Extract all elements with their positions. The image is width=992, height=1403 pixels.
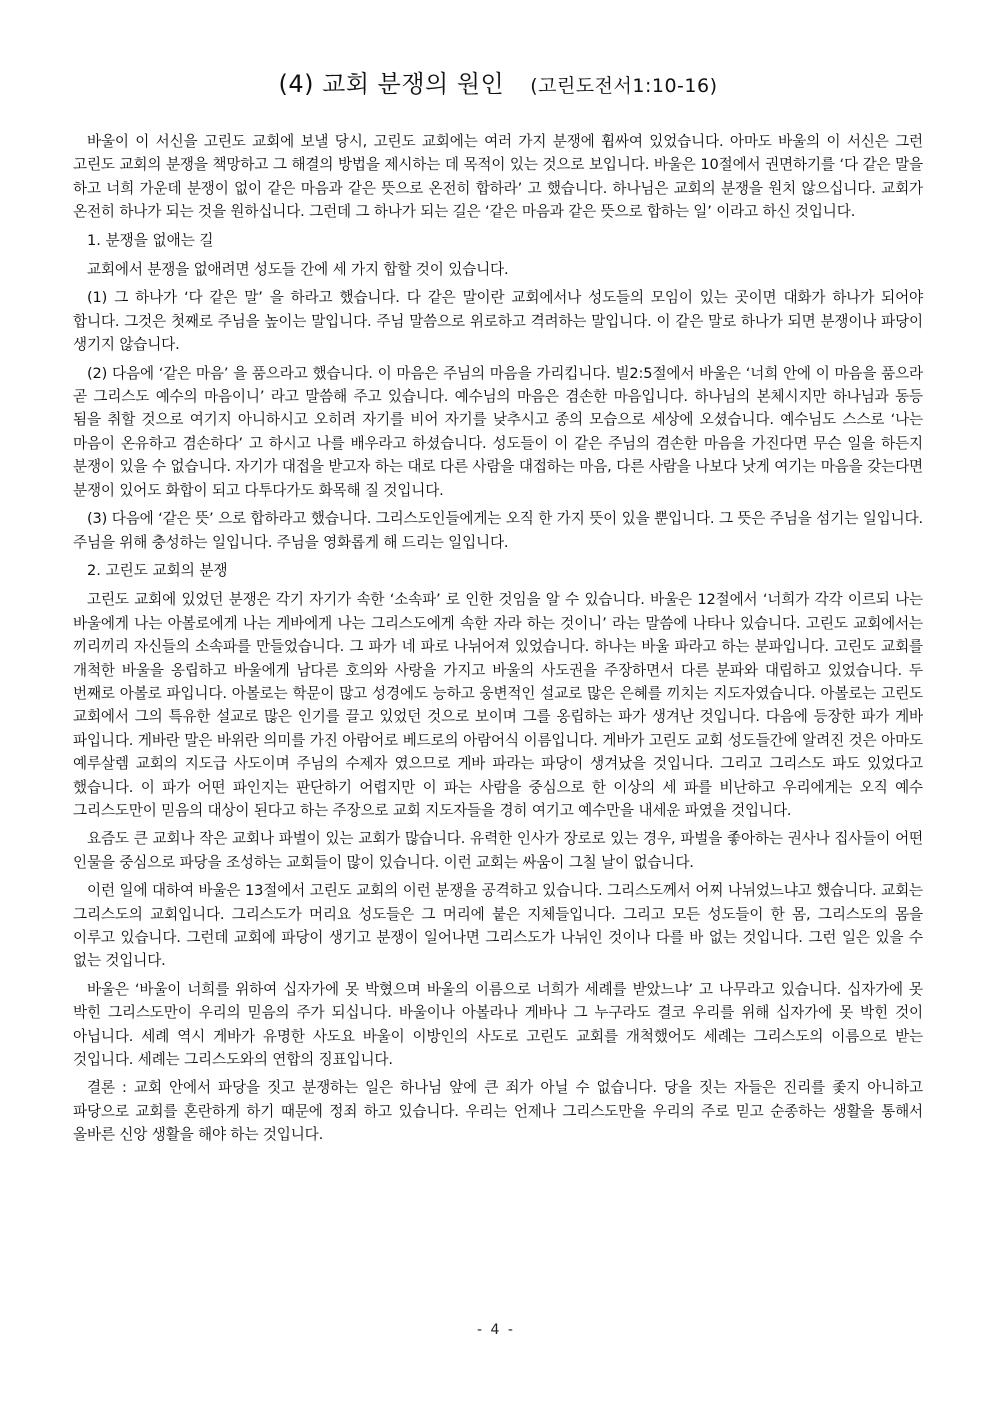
section-2-paragraph-3: 이런 일에 대하여 바울은 13절에서 고린도 교회의 이런 분쟁을 공격하고 있습니다. 그리스도께서 어찌 나뉘었느냐고 했습니다. 교회는 그리스도의 교회입니다. 그리스도가 머리요 성도들은 그 머리에 붙은 지체들입니다. 그리고 모든 성도들이 한 몸, 그리스도의 몸을 이루고 있습니다. 그런데 교회에 파당이 생기고 분쟁이 일어나면 그리스도가 나뉘인 것이나 다를 바 없는 것입니다. 그런 일은 있을 수 없는 것입니다. xyxy=(73,882,923,970)
section-1-heading: 1. 분쟁을 없애는 길 xyxy=(87,231,214,249)
section-2-heading: 2. 고린도 교회의 분쟁 xyxy=(87,561,228,579)
section-1-lead: 교회에서 분쟁을 없애려면 성도들 간에 세 가지 합할 것이 있습니다. xyxy=(87,261,509,279)
title-row xyxy=(73,64,923,112)
page-title: (4) 교회 분쟁의 원인 xyxy=(278,70,505,98)
section-1-point-2: (2) 다음에 ‘같은 마음’ 을 품으라고 했습니다. 이 마음은 주님의 마음을 가리킵니다. 빌2:5절에서 바울은 ‘너희 안에 이 마음을 품으라 곧 그리스도 예수의 마음이니’ 라고 말씀해 주고 있습니다. 예수님의 마음은 겸손한 마음입니다. 하나님의 본체시지만 하나님과 동등 됨을 취할 것으로 여기지 아니하시고 오히려 자기를 비어 자기를 낮추시고 종의 모습으로 세상에 오셨습니다. 예수님도 스스로 ‘나는 마음이 온유하고 겸손하다’ 고 하시고 나를 배우라고 하셨습니다. 성도들이 이 같은 주님의 겸손한 마음을 가진다면 무슨 일을 하든지 분쟁이 있을 수 없습니다. 자기가 대접을 받고자 하는 대로 다른 사람을 대접하는 마음, 다른 사람을 나보다 낫게 여기는 마음을 갖는다면 분쟁이 있어도 화합이 되고 다투다가도 화목해 질 것입니다. xyxy=(73,364,923,499)
scripture-reference: (고린도전서1:10-16) xyxy=(530,75,718,97)
intro-paragraph: 바울이 이 서신을 고린도 교회에 보낼 당시, 고린도 교회에는 여러 가지 분쟁에 휩싸여 있었습니다. 아마도 바울의 이 서신은 그런 고린도 교회의 분쟁을 책망하고 그 해결의 방법을 제시하는 데 목적이 있는 것으로 보입니다. 바울은 10절에서 권면하기를 ‘다 같은 말을 하고 너희 가운데 분쟁이 없이 같은 마음과 같은 뜻으로 온전히 합하라’ 고 했습니다. 하나님은 교회의 분쟁을 원치 않으십니다. 교회가 온전히 하나가 되는 것을 원하십니다. 그런데 그 하나가 되는 길은 ‘같은 마음과 같은 뜻으로 합하는 일’ 이라고 하신 것입니다. xyxy=(73,133,923,221)
section-1-point-1: (1) 그 하나가 ‘다 같은 말’ 을 하라고 했습니다. 다 같은 말이란 교회에서나 성도들의 모임이 있는 곳이면 대화가 하나가 되어야 합니다. 그것은 첫째로 주님을 높이는 말입니다. 주님 말씀으로 위로하고 격려하는 말입니다. 이 같은 말로 하나가 되면 분쟁이나 파당이 생기지 않습니다. xyxy=(73,289,923,354)
conclusion-paragraph: 결론 : 교회 안에서 파당을 짓고 분쟁하는 일은 하나님 앞에 큰 죄가 아닐 수 없습니다. 당을 짓는 자들은 진리를 좇지 아니하고 파당으로 교회를 혼란하게 하기 때문에 정죄 하고 있습니다. 우리는 언제나 그리스도만을 우리의 주로 믿고 순종하는 생활을 통해서 올바른 신앙 생활을 해야 하는 것입니다. xyxy=(73,1079,923,1144)
page-number: - 4 - xyxy=(477,1322,515,1338)
section-2-paragraph-2: 요즘도 큰 교회나 작은 교회나 파벌이 있는 교회가 많습니다. 유력한 인사가 장로로 있는 경우, 파벌을 좋아하는 권사나 집사들이 어떤 인물을 중심으로 파당을 조성하는 교회들이 많이 있습니다. 이런 교회는 싸움이 그칠 날이 없습니다. xyxy=(73,830,923,871)
section-2-paragraph-1: 고린도 교회에 있었던 분쟁은 각기 자기가 속한 ‘소속파’ 로 인한 것임을 알 수 있습니다. 바울은 12절에서 ‘너희가 각각 이르되 나는 바울에게 나는 아볼로에게 나는 게바에게 나는 그리스도에게 속한 자라 하는 것이니’ 라는 말씀에 나타나 있습니다. 고린도 교회에서는 끼리끼리 자신들의 소속파를 만들었습니다. 그 파가 네 파로 나뉘어져 있었습니다. 하나는 바울 파라고 하는 분파입니다. 고린도 교회를 개척한 바울을 옹립하고 바울에게 남다른 호의와 사랑을 가지고 바울의 사도권을 주장하면서 다른 분파와 대립하고 있었습니다. 두 번째로 아볼로 파입니다. 아볼로는 학문이 많고 성경에도 능하고 웅변적인 설교로 많은 은혜를 끼치는 지도자였습니다. 아볼로는 고린도 교회에서 그의 특유한 설교로 많은 인기를 끌고 있었던 것으로 보이며 그를 옹립하는 파가 생겨난 것입니다. 다음에 등장한 파가 게바 파입니다. 게바란 말은 바위란 의미를 가진 아람어로 베드로의 아람어식 이름입니다. 게바가 고린도 교회 성도들간에 알려진 것은 아마도 예루살렘 교회의 지도급 사도이며 주님의 수제자 였으므로 게바 파라는 파당이 생겨났을 것입니다. 그리고 그리스도 파도 있었다고 했습니다. 이 파가 어떤 파인지는 판단하기 어렵지만 이 파는 사람을 중심으로 한 이상의 세 파를 비난하고 우리에게는 오직 예수 그리스도만이 믿음의 대상이 된다고 하는 주장으로 교회 지도자들을 경히 여기고 예수만을 내세운 파였을 것입니다. xyxy=(73,591,923,819)
section-1-point-3: (3) 다음에 ‘같은 뜻’ 으로 합하라고 했습니다. 그리스도인들에게는 오직 한 가지 뜻이 있을 뿐입니다. 그 뜻은 주님을 섬기는 일입니다. 주님을 위해 충성하는 일입니다. 주님을 영화롭게 해 드리는 일입니다. xyxy=(73,510,923,551)
document-page xyxy=(73,64,923,1152)
section-2-paragraph-4: 바울은 ‘바울이 너희를 위하여 십자가에 못 박혔으며 바울의 이름으로 너희가 세례를 받았느냐’ 고 나무라고 있습니다. 십자가에 못 박힌 그리스도만이 우리의 믿음의 주가 되십니다. 바울이나 아볼라나 게바나 그 누구라도 결코 우리를 위해 십자가에 못 박힌 것이 아닙니다. 세례 역시 게바가 유명한 사도요 바울이 이방인의 사도로 고린도 교회를 개척했어도 세례는 그리스도의 이름으로 받는 것입니다. 세례는 그리스도와의 연합의 징표입니다. xyxy=(73,980,923,1069)
